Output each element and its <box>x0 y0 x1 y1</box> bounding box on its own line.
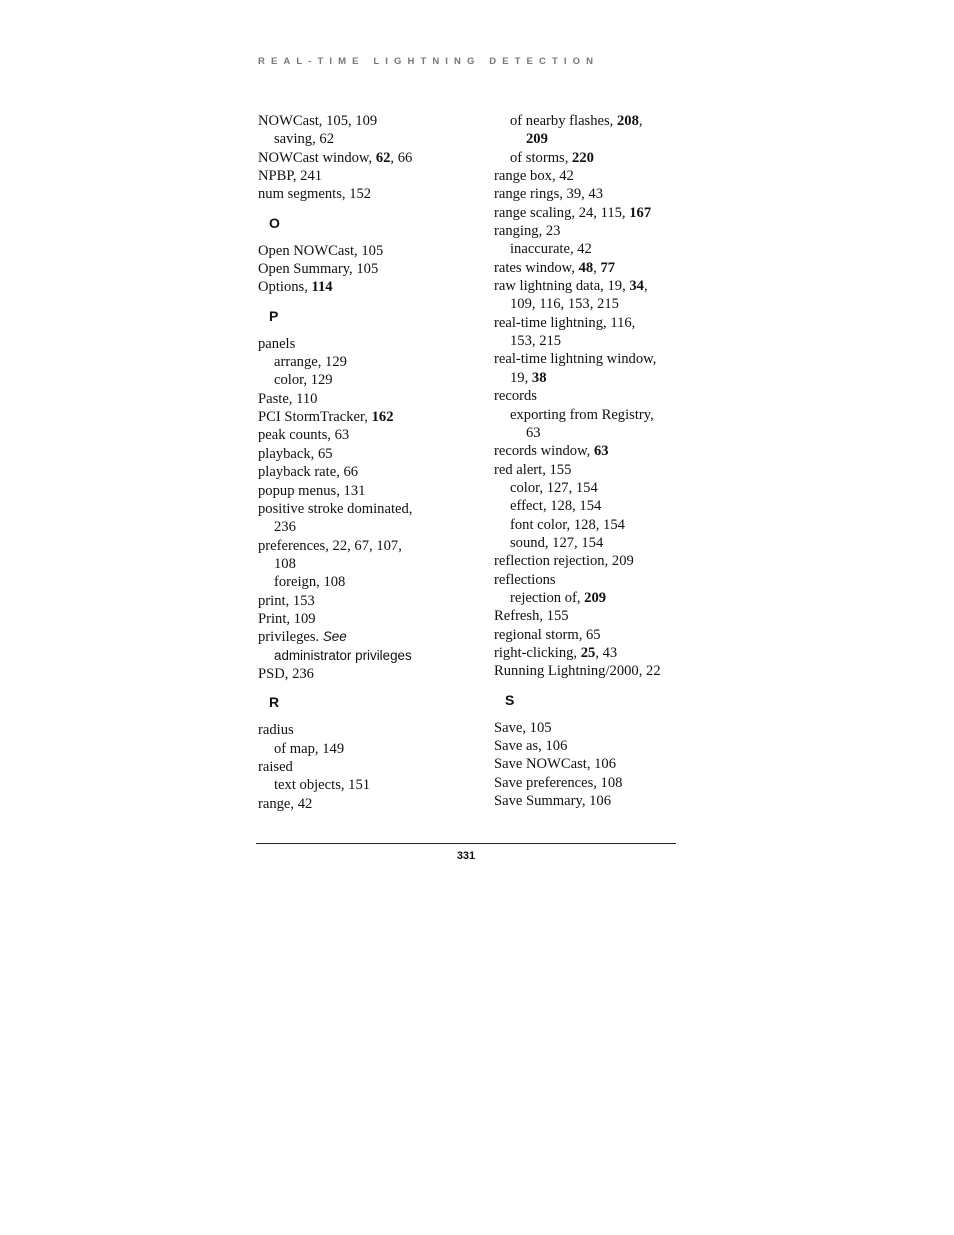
index-text: privileges. <box>258 629 323 646</box>
index-text: panels <box>258 335 296 352</box>
index-column-right <box>494 112 684 810</box>
index-entry <box>258 149 488 167</box>
index-entry <box>258 628 488 646</box>
index-text: of storms, <box>510 149 573 166</box>
index-text: real-time lightning, 116, <box>494 314 636 331</box>
index-entry-continuation <box>494 369 684 387</box>
index-entry <box>494 350 684 368</box>
index-entry-continuation <box>258 647 488 665</box>
index-entry-continuation <box>494 130 684 148</box>
index-text: foreign, 108 <box>274 574 346 591</box>
index-subentry <box>494 479 684 497</box>
index-text: range, 42 <box>258 795 313 812</box>
index-text: real-time lightning window, <box>494 351 657 368</box>
index-text: right-clicking, <box>494 644 581 661</box>
index-subentry <box>494 240 684 258</box>
index-subentry <box>494 589 684 607</box>
page-ref-primary: 63 <box>593 443 609 460</box>
index-entry-continuation <box>494 332 684 350</box>
index-entry <box>258 167 488 185</box>
index-text: positive stroke dominated, <box>258 500 413 517</box>
page-ref-primary: 209 <box>526 131 548 148</box>
page-ref-primary: 209 <box>584 589 607 606</box>
index-text: saving, 62 <box>274 131 334 148</box>
index-text: reflection rejection, 209 <box>494 553 634 570</box>
index-text: range rings, 39, 43 <box>494 186 604 203</box>
index-subentry <box>258 371 488 389</box>
index-letter-heading <box>494 691 684 709</box>
index-entry <box>494 167 684 185</box>
index-text: peak counts, 63 <box>258 427 350 444</box>
index-text: playback rate, 66 <box>258 464 359 481</box>
index-text: radius <box>258 722 294 739</box>
index-text: raw lightning data, 19, <box>494 278 630 295</box>
index-entry <box>258 390 488 408</box>
index-column-left <box>258 112 488 813</box>
footer-rule <box>256 843 676 844</box>
index-text: Open Summary, 105 <box>258 261 379 278</box>
index-text: O <box>269 214 280 231</box>
page-ref-primary: 162 <box>371 409 394 426</box>
index-subentry <box>258 573 488 591</box>
index-entry <box>258 610 488 628</box>
index-text: raised <box>258 758 293 775</box>
running-head: REAL-TIME LIGHTNING DETECTION <box>258 56 600 67</box>
index-text: Save preferences, 108 <box>494 774 623 791</box>
index-text: regional storm, 65 <box>494 626 601 643</box>
index-text: See <box>322 629 347 645</box>
index-text: , 66 <box>390 149 413 166</box>
index-text: , <box>638 113 643 129</box>
index-text: color, 127, 154 <box>510 479 598 496</box>
index-text: effect, 128, 154 <box>510 498 602 515</box>
index-text: of nearby flashes, <box>510 113 617 129</box>
index-entry <box>494 662 684 680</box>
index-entry <box>494 222 684 240</box>
index-entry <box>258 758 488 776</box>
index-entry-continuation <box>494 295 684 313</box>
index-text: range scaling, 24, 115, <box>494 204 630 221</box>
index-entry <box>258 242 488 260</box>
index-entry-continuation <box>258 555 488 573</box>
index-entry <box>258 445 488 463</box>
index-text: preferences, 22, 67, 107, <box>258 537 402 554</box>
index-text: color, 129 <box>274 372 333 389</box>
index-text: 236 <box>274 519 296 536</box>
index-text: , <box>643 278 648 295</box>
index-subentry <box>494 516 684 534</box>
index-entry <box>494 755 684 773</box>
index-entry <box>258 260 488 278</box>
index-text: red alert, 155 <box>494 461 572 478</box>
index-text: Save, 105 <box>494 719 552 736</box>
index-entry <box>258 335 488 353</box>
index-text: S <box>505 691 515 708</box>
index-text: sound, 127, 154 <box>510 534 604 551</box>
index-subentry <box>494 534 684 552</box>
index-text: inaccurate, 42 <box>510 241 592 258</box>
index-entry <box>494 461 684 479</box>
index-entry <box>258 721 488 739</box>
page-ref-primary: 25 <box>580 644 596 661</box>
index-letter-heading <box>258 214 488 232</box>
index-entry <box>258 408 488 426</box>
index-subentry <box>258 130 488 148</box>
index-text: Open NOWCast, 105 <box>258 242 384 259</box>
index-text: exporting from Registry, <box>510 406 654 423</box>
index-entry <box>494 387 684 405</box>
index-text: print, 153 <box>258 592 315 609</box>
index-entry <box>494 571 684 589</box>
page-ref-primary: 167 <box>629 204 652 221</box>
index-entry <box>258 278 488 296</box>
index-entry <box>494 737 684 755</box>
index-text: rates window, <box>494 259 579 276</box>
index-text: Save NOWCast, 106 <box>494 756 617 773</box>
index-text: , <box>593 259 601 276</box>
index-text: arrange, 129 <box>274 354 347 371</box>
index-entry <box>494 774 684 792</box>
index-entry <box>258 592 488 610</box>
index-entry <box>494 277 684 295</box>
index-entry <box>258 500 488 518</box>
index-entry <box>258 463 488 481</box>
index-entry <box>258 665 488 683</box>
page-ref-primary: 220 <box>572 149 594 166</box>
index-letter-heading <box>258 693 488 711</box>
page-ref-primary: 77 <box>600 259 616 276</box>
index-entry-continuation <box>494 424 684 442</box>
index-text: popup menus, 131 <box>258 482 366 499</box>
index-entry <box>258 537 488 555</box>
index-entry <box>494 607 684 625</box>
index-entry <box>258 112 488 130</box>
index-entry <box>258 185 488 203</box>
index-text: playback, 65 <box>258 445 333 462</box>
index-text: range box, 42 <box>494 168 574 185</box>
index-entry <box>258 426 488 444</box>
index-text: 19, <box>510 369 532 386</box>
index-entry <box>494 644 684 662</box>
index-entry <box>494 626 684 644</box>
index-subentry <box>494 112 684 130</box>
index-subentry <box>258 776 488 794</box>
index-text: ranging, 23 <box>494 223 561 240</box>
index-letter-heading <box>258 307 488 325</box>
index-text: font color, 128, 154 <box>510 516 625 533</box>
index-entry <box>494 552 684 570</box>
index-text: records window, <box>494 443 594 460</box>
index-text: R <box>269 694 280 711</box>
index-subentry <box>258 353 488 371</box>
index-entry <box>258 482 488 500</box>
index-entry <box>258 795 488 813</box>
index-entry-continuation <box>258 518 488 536</box>
index-subentry <box>494 406 684 424</box>
index-text: reflections <box>494 571 556 588</box>
index-text: Print, 109 <box>258 610 316 627</box>
index-text: Save as, 106 <box>494 738 568 754</box>
index-text: 108 <box>274 555 296 572</box>
index-text: rejection of, <box>510 589 585 606</box>
index-text: NPBP, 241 <box>258 168 323 185</box>
index-text: Options, <box>258 279 312 296</box>
index-text: Running Lightning/2000, 22 <box>494 663 661 680</box>
page-ref-primary: 114 <box>311 279 333 296</box>
index-entry <box>494 259 684 277</box>
index-entry <box>494 185 684 203</box>
index-subentry <box>494 497 684 515</box>
index-text: administrator privileges <box>274 647 412 663</box>
index-text: PSD, 236 <box>258 665 314 682</box>
index-text: PCI StormTracker, <box>258 409 372 426</box>
index-text: text objects, 151 <box>274 777 371 794</box>
index-text: of map, 149 <box>274 740 345 757</box>
index-entry <box>494 719 684 737</box>
page-ref-primary: 48 <box>578 259 594 276</box>
page-ref-primary: 208 <box>616 113 639 129</box>
index-text: 109, 116, 153, 215 <box>510 296 619 313</box>
index-text: NOWCast window, <box>258 149 376 166</box>
page-ref-primary: 34 <box>629 278 644 295</box>
page-ref-primary: 62 <box>375 149 391 166</box>
index-text: Refresh, 155 <box>494 608 569 625</box>
index-entry <box>494 314 684 332</box>
index-entry <box>494 442 684 460</box>
index-entry <box>494 204 684 222</box>
index-text: 63 <box>526 424 541 441</box>
index-subentry <box>258 740 488 758</box>
page-number: 331 <box>456 850 476 862</box>
index-text: records <box>494 388 537 405</box>
index-text: num segments, 152 <box>258 186 372 203</box>
index-text: P <box>269 307 279 324</box>
index-text: , 43 <box>595 644 618 661</box>
index-text: Save Summary, 106 <box>494 793 612 810</box>
index-text: NOWCast, 105, 109 <box>258 113 378 129</box>
page-ref-primary: 38 <box>531 369 547 386</box>
index-subentry <box>494 149 684 167</box>
index-text: 153, 215 <box>510 333 562 350</box>
index-entry <box>494 792 684 810</box>
index-text: Paste, 110 <box>258 390 318 407</box>
